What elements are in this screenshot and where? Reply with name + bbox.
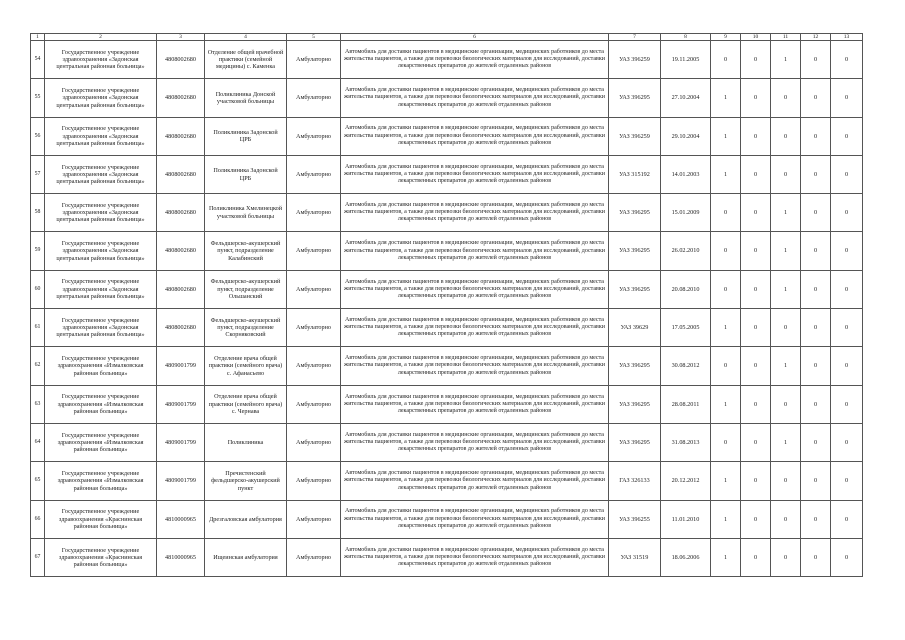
column-number-7: 7 xyxy=(609,34,661,41)
subdivision-name: Отделение врача общей практики (семейного врача) с. Афанасьево xyxy=(205,347,287,385)
table-row xyxy=(31,194,863,232)
col-12-value: 0 xyxy=(801,79,831,117)
column-number-4: 4 xyxy=(205,34,287,41)
table-row xyxy=(31,462,863,500)
inn-code: 4808002680 xyxy=(157,309,205,347)
care-type: Амбулаторно xyxy=(287,500,341,538)
organization-name: Государственное учреждение здравоохранения «Измалковская районная больница» xyxy=(45,462,157,500)
col-12-value: 0 xyxy=(801,538,831,576)
registration-date: 31.08.2013 xyxy=(661,423,711,461)
row-number: 61 xyxy=(31,309,45,347)
vehicle-purpose: Автомобиль для доставки пациентов в медицинские организации, медицинских работников до места жительства пациентов, а также для перевозки биологических материалов для исследований, доставки лекарственных препаратов до жителей отдаленных районов xyxy=(341,79,609,117)
inn-code: 4808002680 xyxy=(157,155,205,193)
vehicle-model: УАЗ 396295 xyxy=(609,347,661,385)
registration-date: 19.11.2005 xyxy=(661,41,711,79)
registration-date: 20.12.2012 xyxy=(661,462,711,500)
organization-name: Государственное учреждение здравоохранения «Измалковская районная больница» xyxy=(45,347,157,385)
col-10-value: 0 xyxy=(741,462,771,500)
col-12-value: 0 xyxy=(801,232,831,270)
subdivision-name: Фельдшерско-акушерский пункт, подразделение Калабинский xyxy=(205,232,287,270)
col-9-value: 1 xyxy=(711,500,741,538)
col-12-value: 0 xyxy=(801,347,831,385)
registration-date: 14.01.2003 xyxy=(661,155,711,193)
subdivision-name: Ищеинская амбулатория xyxy=(205,538,287,576)
organization-name: Государственное учреждение здравоохранения «Задонская центральная районная больница» xyxy=(45,79,157,117)
vehicle-model: УАЗ 396259 xyxy=(609,41,661,79)
col-12-value: 0 xyxy=(801,41,831,79)
col-13-value: 0 xyxy=(831,309,863,347)
vehicle-model: УАЗ 396259 xyxy=(609,117,661,155)
subdivision-name: Пречистенский фельдшерско-акушерский пункт xyxy=(205,462,287,500)
col-11-value: 0 xyxy=(771,117,801,155)
col-9-value: 1 xyxy=(711,79,741,117)
vehicle-purpose: Автомобиль для доставки пациентов в медицинские организации, медицинских работников до места жительства пациентов, а также для перевозки биологических материалов для исследований, доставки лекарственных препаратов до жителей отдаленных районов xyxy=(341,41,609,79)
col-11-value: 1 xyxy=(771,232,801,270)
vehicle-purpose: Автомобиль для доставки пациентов в медицинские организации, медицинских работников до места жительства пациентов, а также для перевозки биологических материалов для исследований, доставки лекарственных препаратов до жителей отдаленных районов xyxy=(341,500,609,538)
inn-code: 4808002680 xyxy=(157,270,205,308)
vehicle-purpose: Автомобиль для доставки пациентов в медицинские организации, медицинских работников до места жительства пациентов, а также для перевозки биологических материалов для исследований, доставки лекарственных препаратов до жителей отдаленных районов xyxy=(341,347,609,385)
vehicle-model: ГАЗ 326133 xyxy=(609,462,661,500)
subdivision-name: Поликлиника Задонской ЦРБ xyxy=(205,155,287,193)
vehicle-model: УАЗ 31519 xyxy=(609,538,661,576)
col-11-value: 0 xyxy=(771,538,801,576)
care-type: Амбулаторно xyxy=(287,270,341,308)
vehicle-model: УАЗ 396295 xyxy=(609,423,661,461)
inn-code: 4809001799 xyxy=(157,385,205,423)
row-number: 60 xyxy=(31,270,45,308)
subdivision-name: Отделение врача общей практики (семейного врача) с. Чернава xyxy=(205,385,287,423)
table-row xyxy=(31,385,863,423)
col-13-value: 0 xyxy=(831,232,863,270)
care-type: Амбулаторно xyxy=(287,79,341,117)
vehicle-model: УАЗ 396295 xyxy=(609,79,661,117)
vehicle-purpose: Автомобиль для доставки пациентов в медицинские организации, медицинских работников до места жительства пациентов, а также для перевозки биологических материалов для исследований, доставки лекарственных препаратов до жителей отдаленных районов xyxy=(341,155,609,193)
inn-code: 4809001799 xyxy=(157,462,205,500)
care-type: Амбулаторно xyxy=(287,117,341,155)
organization-name: Государственное учреждение здравоохранения «Краснинская районная больница» xyxy=(45,500,157,538)
vehicle-purpose: Автомобиль для доставки пациентов в медицинские организации, медицинских работников до места жительства пациентов, а также для перевозки биологических материалов для исследований, доставки лекарственных препаратов до жителей отдаленных районов xyxy=(341,270,609,308)
column-number-5: 5 xyxy=(287,34,341,41)
registration-date: 26.02.2010 xyxy=(661,232,711,270)
col-11-value: 0 xyxy=(771,385,801,423)
registration-date: 28.08.2011 xyxy=(661,385,711,423)
inn-code: 4810000965 xyxy=(157,500,205,538)
registration-date: 30.08.2012 xyxy=(661,347,711,385)
col-10-value: 0 xyxy=(741,41,771,79)
col-10-value: 0 xyxy=(741,155,771,193)
vehicle-purpose: Автомобиль для доставки пациентов в медицинские организации, медицинских работников до места жительства пациентов, а также для перевозки биологических материалов для исследований, доставки лекарственных препаратов до жителей отдаленных районов xyxy=(341,309,609,347)
col-10-value: 0 xyxy=(741,500,771,538)
col-11-value: 1 xyxy=(771,423,801,461)
col-11-value: 0 xyxy=(771,79,801,117)
registration-date: 29.10.2004 xyxy=(661,117,711,155)
col-11-value: 0 xyxy=(771,309,801,347)
col-13-value: 0 xyxy=(831,500,863,538)
col-9-value: 1 xyxy=(711,309,741,347)
organization-name: Государственное учреждение здравоохранения «Задонская центральная районная больница» xyxy=(45,194,157,232)
col-13-value: 0 xyxy=(831,194,863,232)
registration-date: 15.01.2009 xyxy=(661,194,711,232)
col-12-value: 0 xyxy=(801,155,831,193)
registration-date: 18.06.2006 xyxy=(661,538,711,576)
row-number: 54 xyxy=(31,41,45,79)
row-number: 66 xyxy=(31,500,45,538)
vehicle-purpose: Автомобиль для доставки пациентов в медицинские организации, медицинских работников до места жительства пациентов, а также для перевозки биологических материалов для исследований, доставки лекарственных препаратов до жителей отдаленных районов xyxy=(341,423,609,461)
document-page xyxy=(30,33,862,577)
col-10-value: 0 xyxy=(741,309,771,347)
table-row xyxy=(31,232,863,270)
table-row xyxy=(31,117,863,155)
col-10-value: 0 xyxy=(741,538,771,576)
organization-name: Государственное учреждение здравоохранения «Задонская центральная районная больница» xyxy=(45,41,157,79)
subdivision-name: Фельдшерско-акушерский пункт, подразделение Ольшанский xyxy=(205,270,287,308)
col-13-value: 0 xyxy=(831,423,863,461)
organization-name: Государственное учреждение здравоохранения «Задонская центральная районная больница» xyxy=(45,117,157,155)
col-12-value: 0 xyxy=(801,194,831,232)
col-12-value: 0 xyxy=(801,500,831,538)
row-number: 67 xyxy=(31,538,45,576)
col-13-value: 0 xyxy=(831,117,863,155)
row-number: 64 xyxy=(31,423,45,461)
column-number-13: 13 xyxy=(831,34,863,41)
care-type: Амбулаторно xyxy=(287,462,341,500)
vehicle-model: УАЗ 396295 xyxy=(609,232,661,270)
organization-name: Государственное учреждение здравоохранения «Краснинская районная больница» xyxy=(45,538,157,576)
col-13-value: 0 xyxy=(831,538,863,576)
col-13-value: 0 xyxy=(831,155,863,193)
column-number-9: 9 xyxy=(711,34,741,41)
row-number: 56 xyxy=(31,117,45,155)
col-10-value: 0 xyxy=(741,194,771,232)
col-12-value: 0 xyxy=(801,385,831,423)
registration-date: 27.10.2004 xyxy=(661,79,711,117)
vehicle-table xyxy=(30,33,863,577)
inn-code: 4808002680 xyxy=(157,117,205,155)
table-row xyxy=(31,423,863,461)
inn-code: 4808002680 xyxy=(157,41,205,79)
organization-name: Государственное учреждение здравоохранения «Задонская центральная районная больница» xyxy=(45,309,157,347)
table-row xyxy=(31,347,863,385)
col-12-value: 0 xyxy=(801,462,831,500)
vehicle-model: УАЗ 315192 xyxy=(609,155,661,193)
col-13-value: 0 xyxy=(831,270,863,308)
inn-code: 4809001799 xyxy=(157,423,205,461)
inn-code: 4808002680 xyxy=(157,194,205,232)
column-number-2: 2 xyxy=(45,34,157,41)
subdivision-name: Поликлиника xyxy=(205,423,287,461)
row-number: 57 xyxy=(31,155,45,193)
col-10-value: 0 xyxy=(741,385,771,423)
column-number-8: 8 xyxy=(661,34,711,41)
col-11-value: 0 xyxy=(771,500,801,538)
column-number-6: 6 xyxy=(341,34,609,41)
col-9-value: 1 xyxy=(711,155,741,193)
care-type: Амбулаторно xyxy=(287,309,341,347)
inn-code: 4809001799 xyxy=(157,347,205,385)
col-11-value: 0 xyxy=(771,462,801,500)
row-number: 62 xyxy=(31,347,45,385)
organization-name: Государственное учреждение здравоохранения «Измалковская районная больница» xyxy=(45,385,157,423)
table-row xyxy=(31,538,863,576)
vehicle-model: УАЗ 396255 xyxy=(609,500,661,538)
care-type: Амбулаторно xyxy=(287,155,341,193)
subdivision-name: Поликлиника Донской участковой больницы xyxy=(205,79,287,117)
col-11-value: 1 xyxy=(771,347,801,385)
subdivision-name: Поликлиника Хмелинецкой участковой больницы xyxy=(205,194,287,232)
table-body xyxy=(31,41,863,577)
row-number: 65 xyxy=(31,462,45,500)
col-12-value: 0 xyxy=(801,423,831,461)
organization-name: Государственное учреждение здравоохранения «Задонская центральная районная больница» xyxy=(45,232,157,270)
col-10-value: 0 xyxy=(741,347,771,385)
inn-code: 4808002680 xyxy=(157,232,205,270)
col-9-value: 0 xyxy=(711,423,741,461)
inn-code: 4808002680 xyxy=(157,79,205,117)
col-9-value: 1 xyxy=(711,462,741,500)
vehicle-purpose: Автомобиль для доставки пациентов в медицинские организации, медицинских работников до места жительства пациентов, а также для перевозки биологических материалов для исследований, доставки лекарственных препаратов до жителей отдаленных районов xyxy=(341,232,609,270)
registration-date: 11.01.2010 xyxy=(661,500,711,538)
care-type: Амбулаторно xyxy=(287,41,341,79)
col-11-value: 0 xyxy=(771,155,801,193)
subdivision-name: Отделение общей врачебной практики (семейной медицины) с. Каменка xyxy=(205,41,287,79)
column-number-row xyxy=(31,34,863,41)
table-row xyxy=(31,270,863,308)
vehicle-purpose: Автомобиль для доставки пациентов в медицинские организации, медицинских работников до места жительства пациентов, а также для перевозки биологических материалов для исследований, доставки лекарственных препаратов до жителей отдаленных районов xyxy=(341,385,609,423)
table-row xyxy=(31,155,863,193)
col-9-value: 0 xyxy=(711,232,741,270)
col-10-value: 0 xyxy=(741,117,771,155)
col-13-value: 0 xyxy=(831,385,863,423)
care-type: Амбулаторно xyxy=(287,194,341,232)
column-number-3: 3 xyxy=(157,34,205,41)
col-10-value: 0 xyxy=(741,79,771,117)
col-12-value: 0 xyxy=(801,309,831,347)
vehicle-model: УАЗ 396295 xyxy=(609,194,661,232)
subdivision-name: Дрезгаловская амбулатория xyxy=(205,500,287,538)
col-9-value: 1 xyxy=(711,117,741,155)
column-number-11: 11 xyxy=(771,34,801,41)
inn-code: 4810000965 xyxy=(157,538,205,576)
care-type: Амбулаторно xyxy=(287,423,341,461)
col-9-value: 0 xyxy=(711,194,741,232)
care-type: Амбулаторно xyxy=(287,347,341,385)
care-type: Амбулаторно xyxy=(287,232,341,270)
col-11-value: 1 xyxy=(771,41,801,79)
registration-date: 17.05.2005 xyxy=(661,309,711,347)
col-9-value: 1 xyxy=(711,538,741,576)
col-9-value: 0 xyxy=(711,270,741,308)
col-10-value: 0 xyxy=(741,270,771,308)
column-number-12: 12 xyxy=(801,34,831,41)
row-number: 58 xyxy=(31,194,45,232)
row-number: 63 xyxy=(31,385,45,423)
col-12-value: 0 xyxy=(801,270,831,308)
table-row xyxy=(31,41,863,79)
subdivision-name: Поликлиника Задонской ЦРБ xyxy=(205,117,287,155)
vehicle-purpose: Автомобиль для доставки пациентов в медицинские организации, медицинских работников до места жительства пациентов, а также для перевозки биологических материалов для исследований, доставки лекарственных препаратов до жителей отдаленных районов xyxy=(341,117,609,155)
table-row xyxy=(31,79,863,117)
col-9-value: 1 xyxy=(711,385,741,423)
care-type: Амбулаторно xyxy=(287,385,341,423)
vehicle-model: УАЗ 396295 xyxy=(609,270,661,308)
col-9-value: 0 xyxy=(711,347,741,385)
registration-date: 20.08.2010 xyxy=(661,270,711,308)
vehicle-model: УАЗ 396295 xyxy=(609,385,661,423)
col-13-value: 0 xyxy=(831,79,863,117)
vehicle-model: УАЗ 39629 xyxy=(609,309,661,347)
column-number-1: 1 xyxy=(31,34,45,41)
col-12-value: 0 xyxy=(801,117,831,155)
col-10-value: 0 xyxy=(741,232,771,270)
col-13-value: 0 xyxy=(831,41,863,79)
row-number: 59 xyxy=(31,232,45,270)
row-number: 55 xyxy=(31,79,45,117)
care-type: Амбулаторно xyxy=(287,538,341,576)
organization-name: Государственное учреждение здравоохранения «Измалковская районная больница» xyxy=(45,423,157,461)
vehicle-purpose: Автомобиль для доставки пациентов в медицинские организации, медицинских работников до места жительства пациентов, а также для перевозки биологических материалов для исследований, доставки лекарственных препаратов до жителей отдаленных районов xyxy=(341,538,609,576)
organization-name: Государственное учреждение здравоохранения «Задонская центральная районная больница» xyxy=(45,155,157,193)
subdivision-name: Фельдшерско-акушерский пункт, подразделение Скорняковский xyxy=(205,309,287,347)
column-number-10: 10 xyxy=(741,34,771,41)
table-row xyxy=(31,500,863,538)
col-11-value: 1 xyxy=(771,270,801,308)
col-13-value: 0 xyxy=(831,462,863,500)
vehicle-purpose: Автомобиль для доставки пациентов в медицинские организации, медицинских работников до места жительства пациентов, а также для перевозки биологических материалов для исследований, доставки лекарственных препаратов до жителей отдаленных районов xyxy=(341,194,609,232)
organization-name: Государственное учреждение здравоохранения «Задонская центральная районная больница» xyxy=(45,270,157,308)
col-13-value: 0 xyxy=(831,347,863,385)
col-9-value: 0 xyxy=(711,41,741,79)
col-10-value: 0 xyxy=(741,423,771,461)
col-11-value: 1 xyxy=(771,194,801,232)
vehicle-purpose: Автомобиль для доставки пациентов в медицинские организации, медицинских работников до места жительства пациентов, а также для перевозки биологических материалов для исследований, доставки лекарственных препаратов до жителей отдаленных районов xyxy=(341,462,609,500)
table-row xyxy=(31,309,863,347)
